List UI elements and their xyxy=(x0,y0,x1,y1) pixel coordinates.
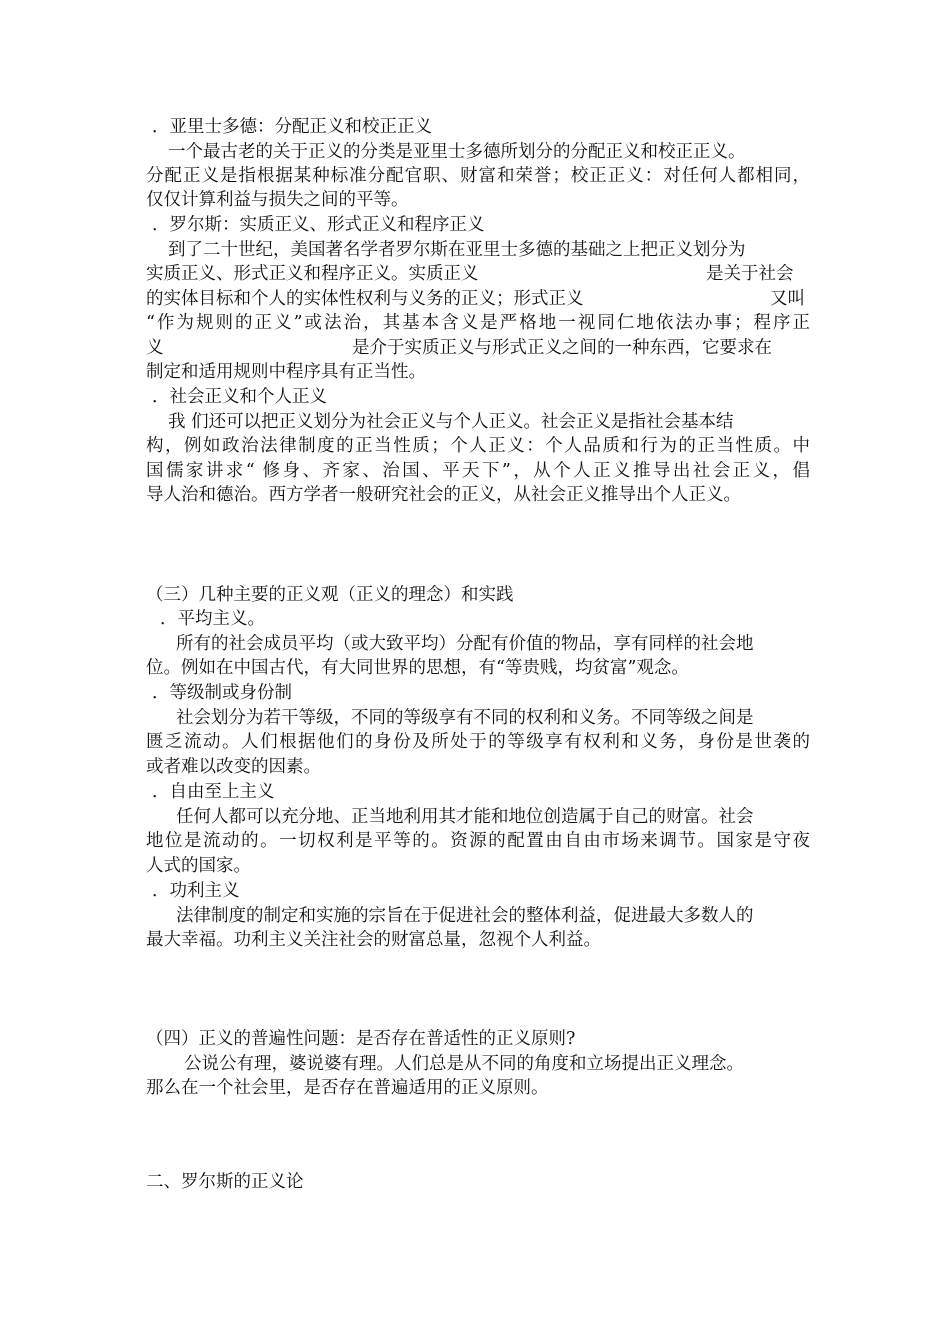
paragraph-line: 公说公有理，婆说婆有理。人们总是从不同的角度和立场提出正义理念。 xyxy=(184,1054,744,1074)
paragraph-line: 最大幸福。功利主义关注社会的财富总量，忽视个人利益。 xyxy=(146,930,601,950)
paragraph-line: 构，例如政治法律制度的正当性质；个人正义：个人品质和行为的正当性质。中 xyxy=(146,436,810,456)
chapter-heading-rawls-theory: 二、罗尔斯的正义论 xyxy=(146,1172,304,1192)
section-heading-three: （三）几种主要的正义观（正义的理念）和实践 xyxy=(146,585,514,605)
paragraph-line: 匮乏流动。人们根据他们的身份及所处于的等级享有权利和义务，身份是世袭的 xyxy=(146,732,810,752)
paragraph-line: 实质正义、形式正义和程序正义。实质正义 xyxy=(146,264,479,284)
paragraph-line-fragment: 是关于社会 xyxy=(706,264,794,284)
paragraph-line: 社会划分为若干等级，不同的等级享有不同的权利和义务。不同等级之间是 xyxy=(176,708,754,728)
paragraph-line-fragment: 是介于实质正义与形式正义之间的一种东西，它要求在 xyxy=(352,338,772,358)
subheading-hierarchy: ．等级制或身份制 xyxy=(152,683,292,703)
paragraph-line: 所有的社会成员平均（或大致平均）分配有价值的物品，享有同样的社会地 xyxy=(176,634,754,654)
paragraph-line: 或者难以改变的因素。 xyxy=(146,757,321,777)
paragraph-line-fragment: 又叫 xyxy=(770,289,805,309)
paragraph-line: 分配正义是指根据某种标准分配官职、财富和荣誉；校正正义：对任何人都相同， xyxy=(146,166,810,186)
subheading-aristotle: ．亚里士多德：分配正义和校正正义 xyxy=(152,117,432,137)
paragraph-line: 我 们还可以把正义划分为社会正义与个人正义。社会正义是指社会基本结 xyxy=(168,412,734,432)
paragraph-line: 人式的国家。 xyxy=(146,856,251,876)
paragraph-line: 位。例如在中国古代，有大同世界的思想，有“等贵贱，均贫富”观念。 xyxy=(146,658,689,678)
paragraph-line: 仅仅计算利益与损失之间的平等。 xyxy=(146,190,409,210)
paragraph-line: 制定和适用规则中程序具有正当性。 xyxy=(146,362,426,382)
paragraph-line: 任何人都可以充分地、正当地利用其才能和地位创造属于自己的财富。社会 xyxy=(176,807,754,827)
paragraph-line: 法律制度的制定和实施的宗旨在于促进社会的整体利益，促进最大多数人的 xyxy=(176,906,754,926)
subheading-social-personal-justice: ．社会正义和个人正义 xyxy=(152,387,327,407)
paragraph-line: 国儒家讲求“ 修身、齐家、治国、平天下”，从个人正义推导出社会正义，倡 xyxy=(146,461,810,481)
paragraph-line: “作为规则的正义”或法治，其基本含义是严格地一视同仁地依法办事；程序正 xyxy=(146,313,810,333)
paragraph-line: 地位是流动的。一切权利是平等的。资源的配置由自由市场来调节。国家是守夜 xyxy=(146,831,810,851)
paragraph-line: 义 xyxy=(146,338,164,358)
subheading-egalitarianism: ．平均主义。 xyxy=(160,609,265,629)
section-heading-four: （四）正义的普遍性问题：是否存在普适性的正义原则? xyxy=(146,1029,576,1049)
paragraph-line: 到了二十世纪，美国著名学者罗尔斯在亚里士多德的基础之上把正义划分为 xyxy=(168,240,746,260)
subheading-utilitarianism: ．功利主义 xyxy=(152,881,240,901)
paragraph-line: 一个最古老的关于正义的分类是亚里士多德所划分的分配正义和校正正义。 xyxy=(168,142,746,162)
paragraph-line: 的实体目标和个人的实体性权利与义务的正义；形式正义 xyxy=(146,289,584,309)
subheading-libertarianism: ．自由至上主义 xyxy=(152,782,275,802)
paragraph-line: 那么在一个社会里，是否存在普遍适用的正义原则。 xyxy=(146,1078,549,1098)
paragraph-line: 导人治和德治。西方学者一般研究社会的正义，从社会正义推导出个人正义。 xyxy=(146,485,741,505)
subheading-rawls-justice-types: ．罗尔斯：实质正义、形式正义和程序正义 xyxy=(152,215,485,235)
